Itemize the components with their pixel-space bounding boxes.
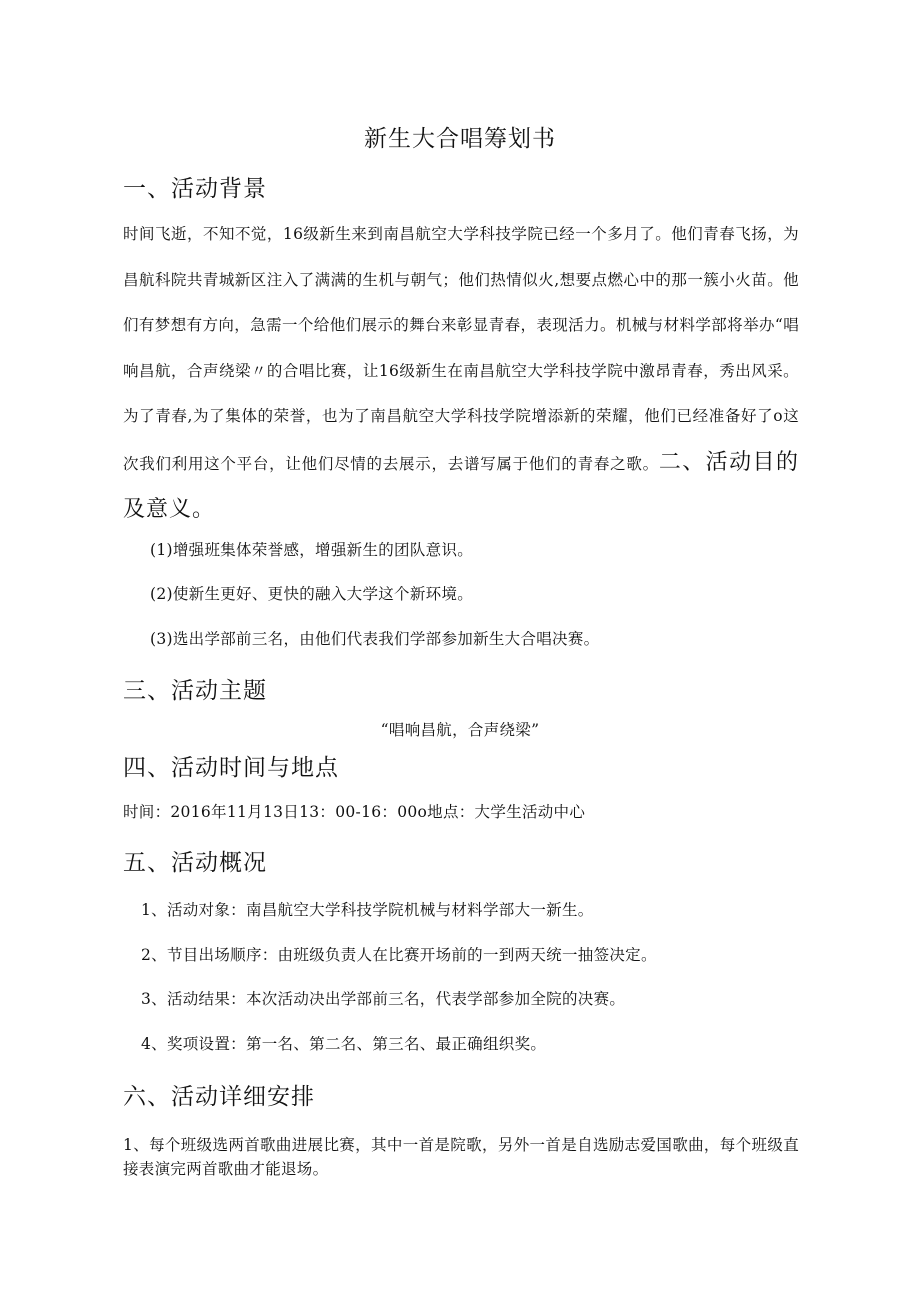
background-text: 时间飞逝，不知不觉，16级新生来到南昌航空大学科技学院已经一个多月了。他们青春飞扬，为昌航科院共青城新区注入了满满的生机与朝气；他们热情似火,想要点燃心中的那一簇小火苗。他们有梦想有方向，急需一个给他们展示的舞台来彰显青春，表现活力。机械与材料学部将举办“唱响昌航，合声绕梁〃的合唱比赛，让16级新生在南昌航空大学科技学院中激昂青春，秀出风采。为了青春,为了集体的荣誉，也为了南昌航空大学科技学院增添新的荣耀，他们已经准备好了o这次我们利用这个平台，让他们尽情的去展示，去谱写属于他们的青春之歌。 — [123, 225, 799, 473]
section-heading-theme: 三、活动主题 — [123, 678, 267, 704]
purpose-item-1: (1)增强班集体荣誉感，增强新生的团队意识。 — [150, 541, 474, 559]
document-title: 新生大合唱筹划书 — [364, 126, 556, 152]
arrangement-text: 1、每个班级选两首歌曲进展比赛，其中一首是院歌，另外一首是自选励志爱国歌曲，每个班级直接表演完两首歌曲才能退场。 — [123, 1136, 799, 1178]
overview-item-2: 2、节目出场顺序：由班级负责人在比赛开场前的一到两天统一抽签决定。 — [141, 946, 657, 964]
section-heading-time-place: 四、活动时间与地点 — [123, 755, 339, 781]
purpose-item-3: (3)选出学部前三名，由他们代表我们学部参加新生大合唱决赛。 — [150, 630, 600, 648]
time-place-text: 时间：2016年11月13日13：00-16：00o地点：大学生活动中心 — [123, 803, 586, 821]
section-heading-purpose: 二、活动目的及意义。 — [123, 449, 799, 522]
section-heading-background: 一、活动背景 — [123, 176, 267, 202]
section-body-background — [123, 212, 799, 535]
section-heading-arrangement: 六、活动详细安排 — [123, 1084, 315, 1110]
section-heading-overview: 五、活动概况 — [123, 850, 267, 876]
overview-item-4: 4、奖项设置：第一名、第二名、第三名、最正确组织奖。 — [141, 1035, 547, 1053]
theme-slogan: “唱响昌航，合声绕梁” — [380, 721, 540, 739]
purpose-item-2: (2)使新生更好、更快的融入大学这个新环境。 — [150, 585, 474, 603]
overview-item-1: 1、活动对象：南昌航空大学科技学院机械与材料学部大一新生。 — [141, 901, 594, 919]
overview-item-3: 3、活动结果：本次活动决出学部前三名，代表学部参加全院的决赛。 — [141, 990, 626, 1008]
